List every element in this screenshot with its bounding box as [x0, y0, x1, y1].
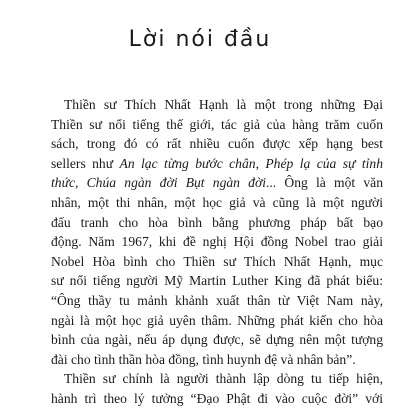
- text-line: [51, 173, 383, 193]
- line-text: nhân, một thi nhân, một học giả và cũng là một người: [51, 194, 383, 210]
- book-title-italic: thức, Chúa ngàn đời Bụt ngàn đời: [51, 175, 266, 191]
- line-text: Thiền sư chính là người thành lập dòng tu tiếp hiện,: [64, 371, 383, 387]
- text-line: [51, 134, 383, 154]
- page-title: Lời nói đầu: [128, 27, 272, 52]
- line-text: bình của ngài, nếu áp dụng được, sẽ dựng nên một tượng: [51, 332, 383, 348]
- line-text: ... Ông là một văn: [266, 175, 383, 191]
- text-line: [51, 330, 383, 350]
- text-line: [51, 271, 383, 291]
- book-title-italic: An lạc từng bước chân, Phép lạ của sự tỉnh: [119, 155, 383, 171]
- text-line: [51, 232, 383, 252]
- text-line: [51, 193, 383, 213]
- line-text: sellers như: [51, 155, 120, 171]
- line-text: hành trì theo lý tưởng “Đạo Phật đi vào cuộc đời” với: [51, 390, 383, 406]
- preface-body: [51, 95, 383, 409]
- line-text: Nobel Hòa bình cho Thiền sư Thích Nhất Hạnh, mục: [51, 253, 383, 269]
- line-text: Thiền sư Thích Nhất Hạnh là một trong những Đại: [64, 97, 383, 112]
- line-text: Thiền sư nổi tiếng thế giới, tác giả của hàng trăm cuốn: [51, 116, 383, 132]
- text-line: [51, 291, 383, 311]
- line-text: sư nổi tiếng người Mỹ Martin Luther King đã phát biểu:: [51, 273, 383, 289]
- text-line: [51, 154, 383, 174]
- text-line: [51, 115, 383, 135]
- text-line: [51, 95, 383, 115]
- line-text: đấu tranh cho hòa bình bằng phương pháp bất bạo: [51, 214, 383, 230]
- line-text: ngài là một học giả uyên thâm. Những phát kiến cho hòa: [51, 312, 383, 328]
- text-line: [51, 213, 383, 233]
- line-text: sách, trong đó có rất nhiều cuốn được xếp hạng best: [51, 136, 383, 152]
- text-line: [51, 252, 383, 272]
- line-text: đài cho tình thần hòa đồng, tình huynh đệ và nhân bản”.: [51, 351, 356, 367]
- text-line: [51, 389, 383, 409]
- text-line: [51, 350, 383, 370]
- line-text: “Ông thầy tu mảnh khảnh xuất thân từ Việt Nam này,: [51, 292, 383, 308]
- text-line: [51, 369, 383, 389]
- line-text: động. Năm 1967, khi đề nghị Hội đồng Nobel trao giải: [51, 234, 383, 250]
- text-line: [51, 311, 383, 331]
